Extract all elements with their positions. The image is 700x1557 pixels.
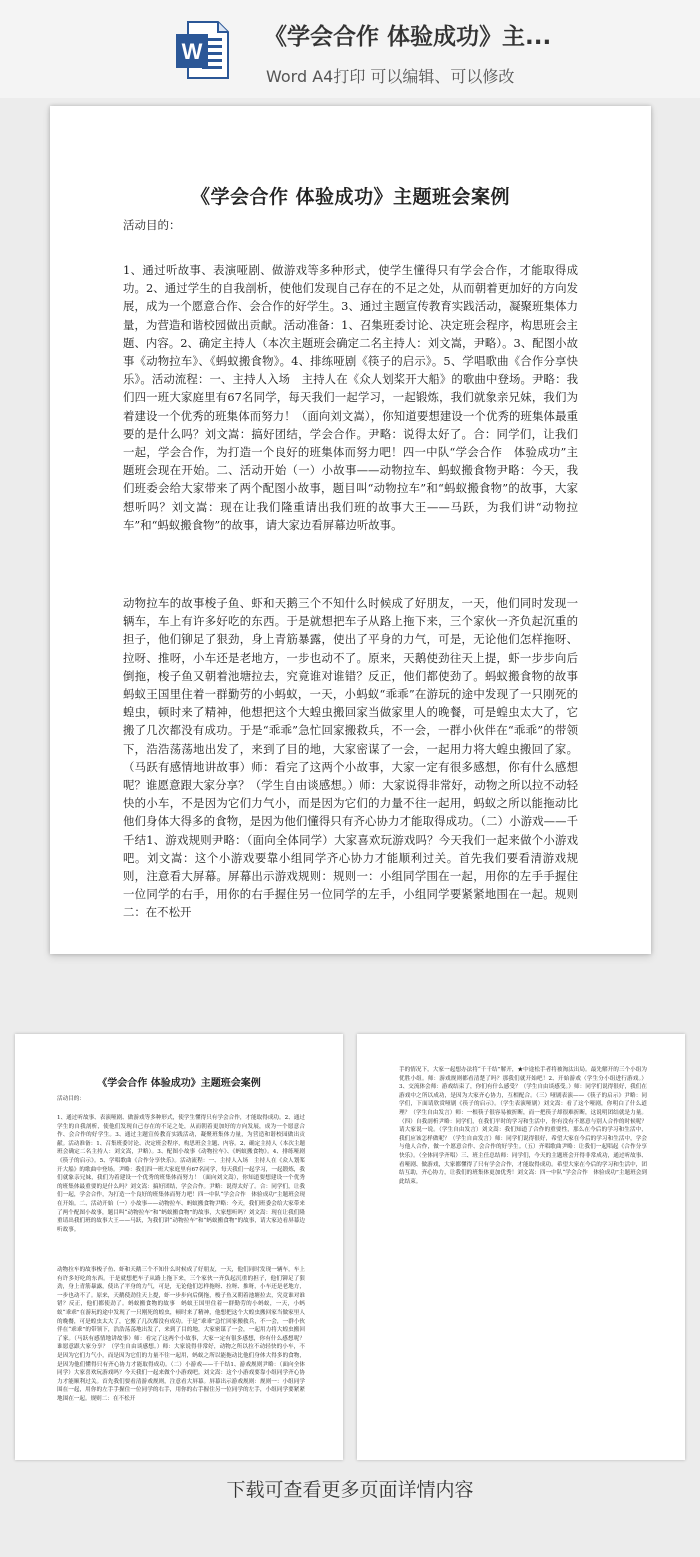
document-page-preview [50, 106, 651, 954]
thumbnail-paragraph-1: 1、通过听故事、表演哑剧、做游戏等多种形式，使学生懂得只有学会合作，才能取得成功。2、通过学生的自我剖析，使他们发现自己存在的不足之处，从而朝着更加好的方向发展，成为一个愿意合作、会合作的好学生。3、通过主题宣传教育实践活动，凝聚班集体力量，为营造和谐校园做出贡献。活动准备：1、召集班委讨论、决定班会程序，构思班会主题、内容。2、确定主持人（本次主题班会确定二名主持人：刘文嵩，尹略）。3、配图小故事《动物拉车》、《蚂蚁搬食物》。4、排练哑剧《筷子的启示》。5、学唱歌曲《合作分享快乐》。活动流程：一、主持人入场 主持人在《众人划桨开大船》的歌曲中登场。尹略：我们四一班大家庭里有67名同学，每天我们一起学习，一起锻炼，我们就象亲兄妹，我们为着建设一个优秀的班集体而努力！（面向刘文嵩），你知道要想建设一个优秀的班集体最重要的是什么吗？刘文嵩：搞好团结，学会合作。尹略：说得太好了。合：同学们，让我们一起，学会合作，为打造一个良好的班集体而努力吧！四一中队“学会合作 体验成功”主题班会现在开始。二、活动开始（一）小故事——动物拉车、蚂蚁搬食物尹略：今天，我们班委会给大家带来了两个配图小故事，题目叫“动物拉车”和“蚂蚁搬食物”的故事，大家想听吗？刘文嵩：现在让我们隆重请出我们班的故事大王——马跃，为我们讲“动物拉车”和“蚂蚁搬食物”的故事，请大家边看屏幕边听故事。 [57, 1115, 305, 1233]
document-title: 《学会合作 体验成功》主题班会案例 [190, 186, 511, 208]
thumbnail-paragraph-2: 动物拉车的故事梭子鱼、虾和天鹅三个不知什么时候成了好朋友，一天，他们同时发现一辆车，车上有许多好吃的东西。于是就想把车子从路上拖下来，三个家伙一齐负起沉重的担子，他们铆足了狠劲，身上青筋暴露，使出了平身的力气，可是，无论他们怎样拖呀、拉呀、推呀，小车还是老地方，一步也动不了。原来，天鹅使劲往天上提，虾一步步向后倒拖，梭子鱼又朝着池塘拉去，究竟谁对谁错？反正，他们都使劲了。蚂蚁搬食物的故事 蚂蚁王国里住着一群勤劳的小蚂蚁，一天，小蚂蚁“乖乖”在游玩的途中发现了一只刚死的蝗虫，顿时来了精神，他想把这个大蝗虫搬回家当做家里人的晚餐，可是蝗虫太大了，它搬了几次都没有成功。于是“乖乖”急忙回家搬救兵，不一会，一群小伙伴在“乖乖”的带领下，浩浩荡荡地出发了，来到了目的地，大家密谋了一会，一起用力将大蝗虫搬回了家。（马跃有感情地讲故事）师：看完了这两个小故事，大家一定有很多感想，你有什么感想呢？谁愿意跟大家分享？（学生自由谈感想。）师：大家说得非常好，动物之所以拉不动轻快的小车，不是因为它们力气小，而是因为它们的力量不往一起用，蚂蚁之所以能拖动比他们身体大得多的食物，是因为他们懂得只有齐心协力才能取得成功。（二）小游戏——千千结1、游戏规则尹略：（面向全体同学）大家喜欢玩游戏吗？今天我们一起来做个小游戏吧。刘文嵩：这个小游戏要靠小组同学齐心协力才能顺利过关。首先我们要看清游戏规则，注意看大屏幕。屏幕出示游戏规则：规则一：小组同学围在一起，用你的左手手握住一位同学的右手，用你的右手握住另一位同学的左手，小组同学要紧紧地围在一起。规则二：在不松开 [57, 1267, 305, 1402]
page-thumbnail-2[interactable] [357, 1034, 685, 1460]
word-document-icon [174, 20, 230, 82]
activity-purpose-label: 活动目的： [123, 218, 181, 232]
word-icon-letter: W [181, 39, 203, 64]
document-filename-title: 《学会合作 体验成功》主... [264, 24, 552, 50]
body-paragraph-1: 1、通过听故事、表演哑剧、做游戏等多种形式，使学生懂得只有学会合作，才能取得成功。2、通过学生的自我剖析，使他们发现自己存在的不足之处，从而朝着更加好的方向发展，成为一个愿意合作、会合作的好学生。3、通过主题宣传教育实践活动，凝聚班集体力量，为营造和谐校园做出贡献。活动准备：1、召集班委讨论、决定班会程序，构思班会主题、内容。2、确定主持人（本次主题班会确定二名主持人：刘文嵩，尹略）。3、配图小故事《动物拉车》、《蚂蚁搬食物》。4、排练哑剧《筷子的启示》。5、学唱歌曲《合作分享快乐》。活动流程：一、主持人入场 主持人在《众人划桨开大船》的歌曲中登场。尹略：我们四一班大家庭里有67名同学，每天我们一起学习，一起锻炼，我们就象亲兄妹，我们为着建设一个优秀的班集体而努力！（面向刘文嵩），你知道要想建设一个优秀的班集体最重要的是什么吗？刘文嵩：搞好团结，学会合作。尹略：说得太好了。合：同学们，让我们一起，学会合作，为打造一个良好的班集体而努力吧！四一中队“学会合作 体验成功”主题班会现在开始。二、活动开始（一）小故事——动物拉车、蚂蚁搬食物尹略：今天，我们班委会给大家带来了两个配图小故事，题目叫“动物拉车”和“蚂蚁搬食物”的故事，大家想听吗？刘文嵩：现在让我们隆重请出我们班的故事大王——马跃，为我们讲“动物拉车”和“蚂蚁搬食物”的故事，请大家边看屏幕边听故事。 [123, 263, 578, 532]
document-format-subtitle: Word A4打印 可以编辑、可以修改 [266, 67, 515, 86]
download-more-link[interactable]: 下载可查看更多页面详情内容 [226, 1479, 474, 1501]
page-thumbnail-1[interactable] [15, 1034, 343, 1460]
header-bar [0, 0, 700, 98]
thumbnail-paragraph-3: 手的情况下，大家一起想办法将“千千结”解开，★中途松手者将被淘汰出局。最先解开的三个小组为优胜小组。师：游戏规则都看清楚了吗？那我们就开始吧！2、开始游戏（学生分小组进行游戏。）3、交流体会师：游戏结束了，你们有什么感受？（学生自由谈感受。）师：同学们说得很好，我们在游戏中之所以成功，是因为大家齐心协力，互相配合。（三）哑剧表演——《筷子的启示》尹略：同学们，下面请欣赏哑剧《筷子的启示》。（学生表演哑剧）刘文嵩：看了这个哑剧，你明白了什么道理？（学生自由发言）师：一根筷子很容易被折断，而一把筷子却很难折断，这说明团结就是力量。（四）自我剖析尹略：同学们，在我们平时的学习和生活中，你有没有不愿意与别人合作的时候呢？请大家说一说。（学生自由发言）刘文嵩：我们知道了合作的重要性，那么在今后的学习和生活中，我们应该怎样做呢？（学生自由发言）师：同学们说得很好，希望大家在今后的学习和生活中，学会与他人合作，做一个愿意合作、会合作的好学生。（五）齐唱歌曲尹略：让我们一起唱起《合作分享快乐》。（全体同学齐唱）三、班主任总结师：同学们，今天的主题班会开得非常成功，通过听故事、看哑剧、做游戏，大家都懂得了只有学会合作，才能取得成功。希望大家在今后的学习和生活中，团结互助，齐心协力，让我们的班集体更加优秀！刘文嵩：四一中队“学会合作 体验成功”主题班会到此结束。 [399, 1067, 647, 1185]
body-paragraph-2: 动物拉车的故事梭子鱼、虾和天鹅三个不知什么时候成了好朋友，一天，他们同时发现一辆车，车上有许多好吃的东西。于是就想把车子从路上拖下来，三个家伙一齐负起沉重的担子，他们铆足了狠劲，身上青筋暴露，使出了平身的力气，可是，无论他们怎样拖呀、拉呀、推呀，小车还是老地方，一步也动不了。原来，天鹅使劲往天上提，虾一步步向后倒拖，梭子鱼又朝着池塘拉去，究竟谁对谁错？反正，他们都使劲了。蚂蚁搬食物的故事 蚂蚁王国里住着一群勤劳的小蚂蚁，一天，小蚂蚁“乖乖”在游玩的途中发现了一只刚死的蝗虫，顿时来了精神，他想把这个大蝗虫搬回家当做家里人的晚餐，可是蝗虫太大了，它搬了几次都没有成功。于是“乖乖”急忙回家搬救兵，不一会，一群小伙伴在“乖乖”的带领下，浩浩荡荡地出发了，来到了目的地，大家密谋了一会，一起用力将大蝗虫搬回了家。（马跃有感情地讲故事）师：看完了这两个小故事，大家一定有很多感想，你有什么感想呢？谁愿意跟大家分享？（学生自由谈感想。）师：大家说得非常好，动物之所以拉不动轻快的小车，不是因为它们力气小，而是因为它们的力量不往一起用，蚂蚁之所以能拖动比他们身体大得多的食物，是因为他们懂得只有齐心协力才能取得成功。（二）小游戏——千千结1、游戏规则尹略：（面向全体同学）大家喜欢玩游戏吗？今天我们一起来做个小游戏吧。刘文嵩：这个小游戏要靠小组同学齐心协力才能顺利过关。首先我们要看清游戏规则，注意看大屏幕。屏幕出示游戏规则：规则一：小组同学围在一起，用你的左手手握住一位同学的右手，用你的右手握住另一位同学的左手，小组同学要紧紧地围在一起。规则二：在不松开 [123, 596, 590, 920]
thumbnail-title: 《学会合作 体验成功》主题班会案例 [97, 1078, 261, 1089]
thumbnail-label: 活动目的： [57, 1096, 85, 1102]
